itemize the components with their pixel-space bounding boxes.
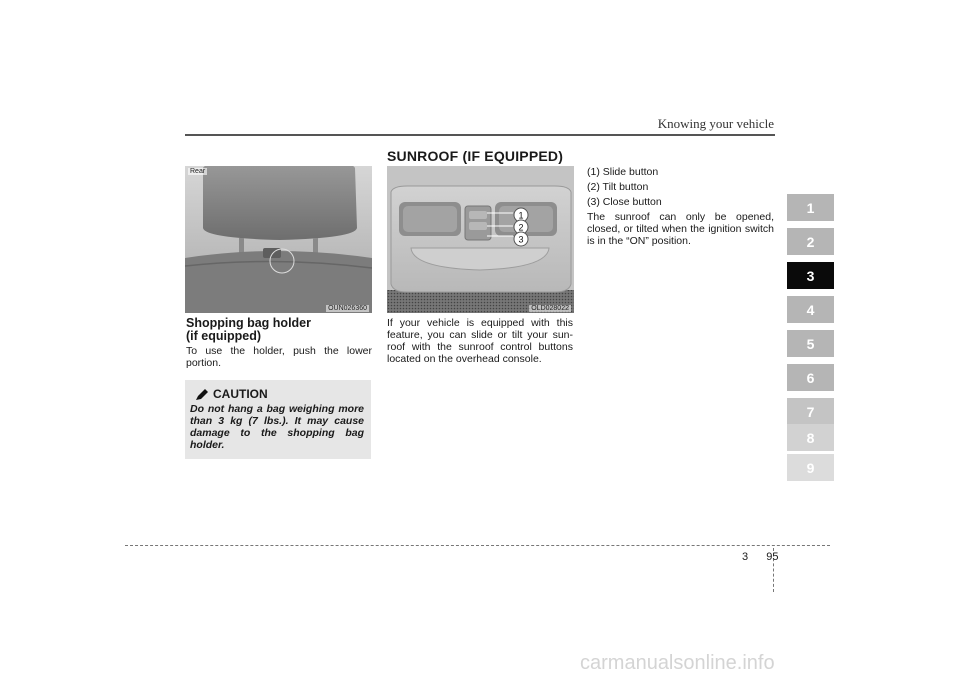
chapter-tab-9[interactable]: 9	[787, 454, 834, 481]
callout-3: 3	[518, 234, 524, 245]
photo-tag-rear: Rear	[190, 168, 206, 175]
footer-rule	[125, 545, 830, 546]
chapter-number: 3	[742, 551, 749, 563]
shopping-bag-heading	[186, 317, 376, 343]
heading-line: (if equipped)	[186, 329, 261, 343]
watermark: carmanualsonline.info	[580, 652, 775, 674]
header-rule	[185, 134, 775, 136]
chapter-tab-1[interactable]: 1	[787, 194, 834, 221]
section-heading: SUNROOF (IF EQUIPPED)	[387, 148, 564, 164]
running-header: Knowing your vehicle	[657, 116, 774, 131]
chapter-tab-4[interactable]: 4	[787, 296, 834, 323]
photo-code: OLD028022	[531, 305, 569, 312]
sunroof-button-list	[587, 166, 774, 247]
callout-2: 2	[518, 222, 524, 233]
page-number	[742, 551, 779, 563]
sunroof-intro: If your vehicle is equipped with this feature, you can slide or tilt your sun-roof with the sunroof control buttons located on the overhead console.	[387, 317, 573, 365]
pencil-icon	[195, 389, 209, 401]
chapter-tab-7[interactable]: 7	[787, 398, 834, 425]
shopping-bag-holder-photo	[185, 166, 372, 313]
callout-1: 1	[518, 210, 524, 221]
list-item: (3) Close button	[587, 196, 662, 208]
chapter-tab-6[interactable]: 6	[787, 364, 834, 391]
sunroof-note: The sunroof can only be opened, closed, or tilted when the ignition switch is in the “ON” position.	[587, 211, 774, 247]
page-number-value: 95	[766, 551, 779, 563]
chapter-tab-8[interactable]: 8	[787, 424, 834, 451]
list-item: (1) Slide button	[587, 166, 659, 178]
caution-box	[185, 380, 371, 459]
heading-line: Shopping bag holder	[186, 316, 311, 330]
caution-text: Do not hang a bag weighing more than 3 kg (7 lbs.). It may cause damage to the shopping bag holder.	[190, 403, 364, 451]
photo-code: OUN026360	[328, 305, 367, 312]
caution-title: CAUTION	[213, 387, 268, 401]
sunroof-console-photo	[387, 166, 574, 313]
chapter-tab-5[interactable]: 5	[787, 330, 834, 357]
chapter-tab-3-active[interactable]: 3	[787, 262, 834, 289]
list-item: (2) Tilt button	[587, 181, 649, 193]
shopping-bag-body: To use the holder, push the lower portion.	[186, 345, 372, 369]
chapter-tab-2[interactable]: 2	[787, 228, 834, 255]
